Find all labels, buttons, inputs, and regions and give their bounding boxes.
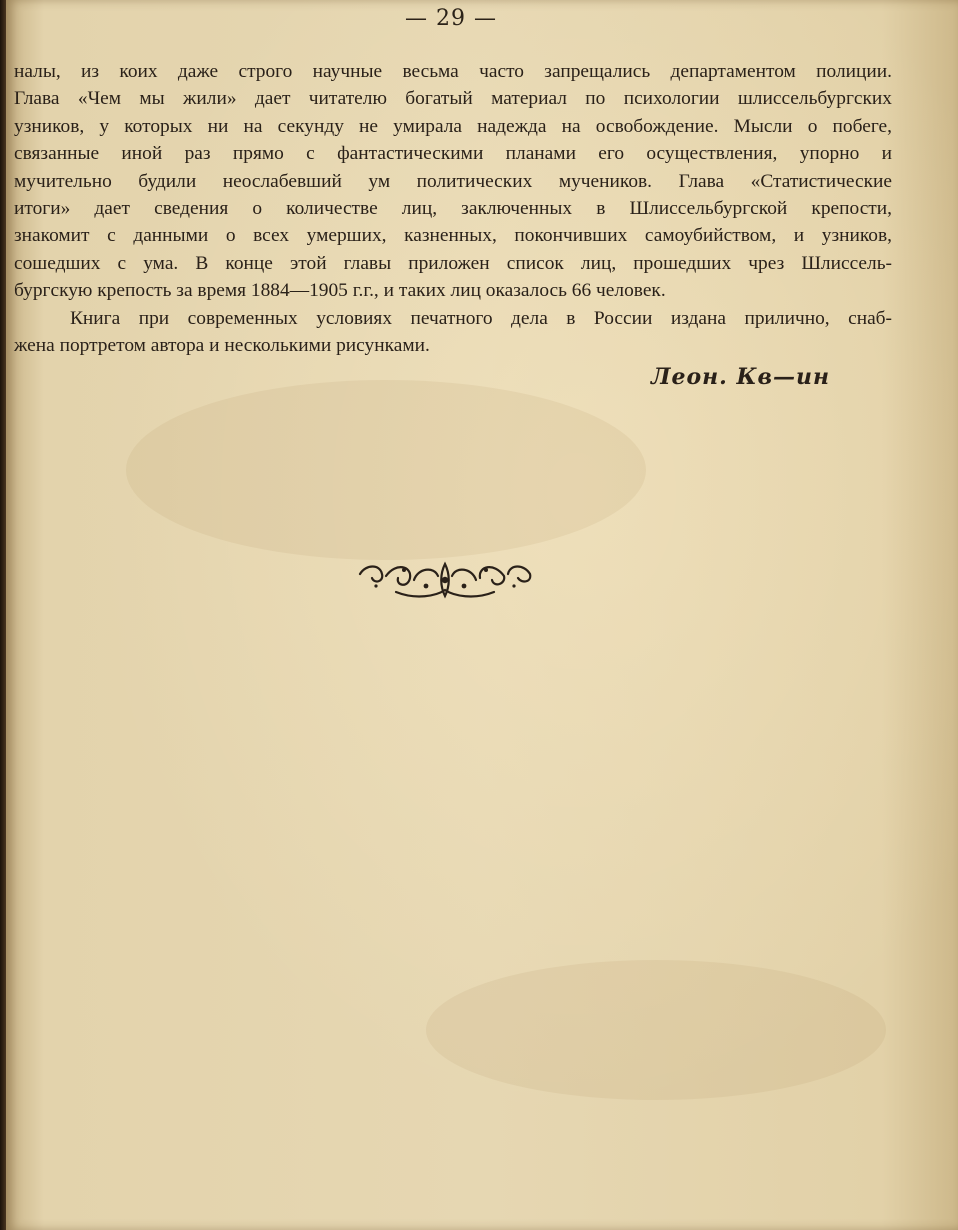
document-page (6, 0, 958, 1230)
body-text (14, 58, 892, 359)
author-signature: Леон. Кв—ин (651, 364, 830, 390)
decorative-ornament-icon (356, 556, 534, 602)
text-line: бургскую крепость за время 1884—1905 г.г., и таких лиц оказалось 66 человек. (14, 280, 666, 302)
paper-stain (426, 960, 886, 1100)
text-line: итоги» дает сведения о количестве лиц, заключенных в Шлиссельбургской крепости, (14, 198, 892, 220)
text-line: знакомит с данными о всех умерших, казненных, покончивших самоубийством, и узников, (14, 225, 892, 247)
text-line: связанные иной раз прямо с фантастическими планами его осуществления, упорно и (14, 143, 892, 165)
text-line: жена портретом автора и несколькими рисунками. (14, 335, 430, 357)
text-line: мучительно будили неослабевший ум политических мучеников. Глава «Статистические (14, 170, 892, 192)
text-line: Глава «Чем мы жили» дает читателю богатый материал по психологии шлиссельбургских (14, 88, 892, 110)
paper-stain (126, 380, 646, 560)
page-number: — 29 — (405, 6, 497, 31)
text-line: налы, из коих даже строго научные весьма часто запрещались департаментом полиции. (14, 61, 892, 82)
text-line: сошедших с ума. В конце этой главы приложен список лиц, прошедших чрез Шлиссель- (14, 252, 892, 274)
text-line: узников, у которых ни на секунду не умирала надежда на освобождение. Мысли о побеге, (14, 115, 892, 137)
text-line: Книга при современных условиях печатного дела в России издана прилично, снаб- (70, 307, 892, 329)
